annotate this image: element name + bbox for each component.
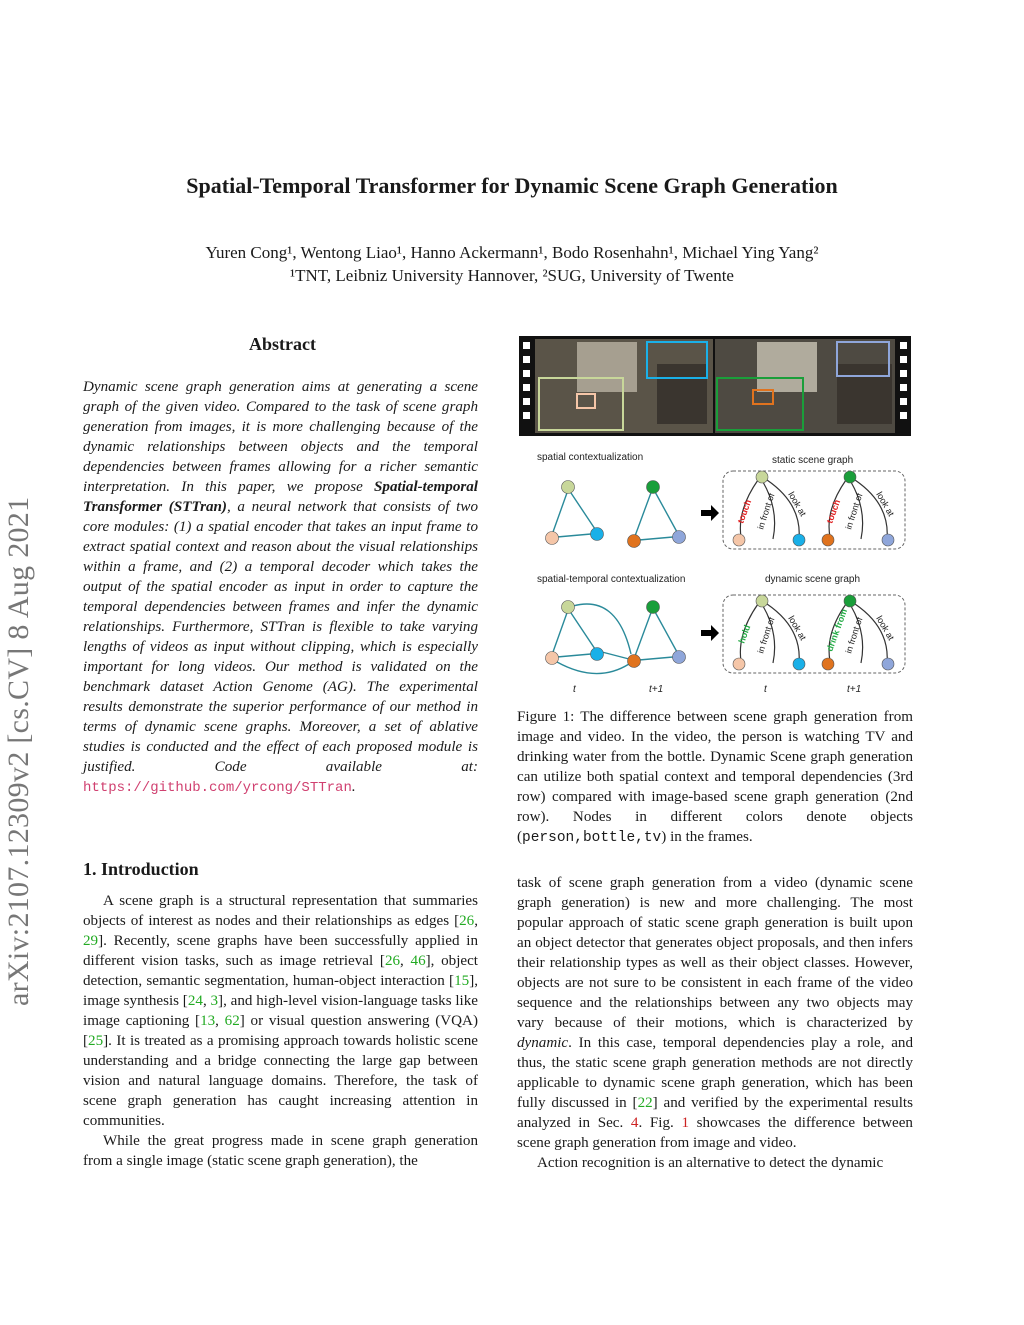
citation[interactable]: 3 (210, 993, 219, 1009)
svg-text:touch: touch (735, 498, 754, 525)
figure-1-graphic (517, 334, 913, 704)
citation[interactable]: 22 (637, 1095, 653, 1111)
spatial-graph (546, 481, 686, 548)
citation[interactable]: 62 (224, 1013, 240, 1029)
paper-title: Spatial-Temporal Transformer for Dynamic Scene Graph Generation (186, 173, 838, 198)
arrow-right-icon (701, 625, 719, 641)
section-ref[interactable]: 4 (630, 1115, 639, 1131)
svg-text:look at: look at (786, 614, 809, 642)
svg-text:in front of: in front of (843, 491, 865, 531)
arxiv-identifier: arXiv:2107.12309v2 [cs.CV] 8 Aug 2021 (2, 496, 35, 1006)
model-name: Spatial-temporal Transformer (STTran) (83, 479, 478, 515)
citation[interactable]: 26 (384, 953, 401, 969)
svg-text:in front of: in front of (755, 615, 777, 655)
svg-text:look at: look at (786, 490, 809, 518)
affiliations: ¹TNT, Leibniz University Hannover, ²SUG, University of Twente (290, 266, 734, 285)
svg-text:in front of: in front of (843, 615, 865, 655)
figure-ref[interactable]: 1 (681, 1115, 690, 1131)
static-scene-graph (723, 471, 905, 549)
arrow-right-icon (701, 505, 719, 521)
svg-text:look at: look at (874, 490, 897, 518)
code-link[interactable]: https://github.com/yrcong/STTran (83, 780, 352, 796)
figure-1-caption: Figure 1: The difference between scene graph generation from image and video. In the video, the person is watching TV and drinking water from the bottle. Dynamic Scene graph generation can utilize both spatial context and temporal dependencies (3rd row) compared with image-based scene graph generation (2nd row). Nodes in different colors denote objects (person,bottle,tv) in the frames. (517, 709, 913, 846)
citation[interactable]: 26 (459, 913, 475, 929)
spatiotemporal-graph (546, 601, 686, 674)
citation[interactable]: 24 (187, 993, 203, 1009)
citation[interactable]: 13 (200, 1013, 216, 1029)
citation[interactable]: 25 (88, 1033, 104, 1049)
figure-1 (517, 334, 913, 704)
svg-text:drink from: drink from (824, 607, 850, 653)
abstract-heading: Abstract (249, 334, 316, 354)
citation[interactable]: 29 (83, 933, 99, 949)
time-label: t (764, 684, 767, 695)
svg-text:in front of: in front of (755, 491, 777, 531)
label-static: static scene graph (772, 455, 854, 466)
svg-text:hold: hold (736, 623, 753, 645)
section-heading-introduction: 1. Introduction (83, 859, 199, 879)
author-block (0, 241, 1024, 287)
intro-paragraph-1: A scene graph is a structural representation that summaries objects of interest as nodes and their relationships as edges [26, 29]. Recently, scene graphs have been successfully applied in different vision tasks, such as image retrieval [26, 46], object detection, semantic segmentation, human-object interaction [15], image synthesis [24, 3], and high-level vision-language tasks like image captioning [13, 62] or visual question answering (VQA) [25]. It is treated as a promising approach towards holistic scene understanding and a bridge connecting the large gap between vision and natural language domains. Therefore, the task of scene graph generation has caught increasing attention in communities. (83, 893, 478, 1129)
label-dynamic: dynamic scene graph (765, 574, 861, 585)
right-column-text (517, 873, 913, 1173)
introduction-text (83, 891, 478, 1171)
author-list: Yuren Cong¹, Wentong Liao¹, Hanno Ackermann¹, Bodo Rosenhahn¹, Michael Ying Yang² (205, 243, 819, 262)
abstract-text: Dynamic scene graph generation aims at generating a scene graph of the given video. Compared to the task of scene graph generation from images, it is more challenging because of the dynamic relationships between objects and the temporal dependencies between frames allowing for a richer semantic interpretation. In this paper, we propose Spatial-temporal Transformer (STTran), a neural network that consists of two core modules: (1) a spatial encoder that takes an input frame to extract spatial context and reason about the visual relationships within a frame, and (2) a temporal decoder which takes the output of the spatial encoder as input in order to capture the temporal dependencies between frames and infer the dynamic relationships. Furthermore, STTran is flexible to take varying lengths of videos as input without clipping, which is especially important for long videos. Our method is validated on the benchmark dataset Action Genome (AG). The experimental results demonstrate the superior performance of our method in terms of dynamic scene graphs. Moreover, a set of ablative studies is conducted and the effect of each proposed module is justified. Code available at: https://github.com/yrcong/STTran. (83, 379, 478, 796)
time-label: t+1 (649, 684, 664, 695)
right-paragraph-1: task of scene graph generation from a video (dynamic scene graph generation) is new and more challenging. The most popular approach of static scene graph generation is built upon an object detector that generates object proposals, and then infers their relationship types as well as their object classes. However, objects are not sure to be consistent in each frame of the video sequence and the relationships between any two objects may vary because of their motions, which is characterized by dynamic. In this case, temporal dependencies play a role, and thus, the static scene graph generation methods are not directly applicable to dynamic scene graph generation, which has been fully discussed in [22] and verified by the experimental results analyzed in Sec. 4. Fig. 1 showcases the difference between scene graph generation from image and video. (517, 875, 913, 1151)
intro-paragraph-2: While the great progress made in scene graph generation from a single image (static scene graph generation), the (83, 1133, 478, 1169)
label-spatial: spatial contextualization (537, 452, 644, 463)
citation[interactable]: 15 (454, 973, 470, 989)
citation[interactable]: 46 (410, 953, 426, 969)
right-paragraph-2: Action recognition is an alternative to detect the dynamic (537, 1155, 884, 1171)
time-label: t+1 (847, 684, 862, 695)
video-frames (519, 336, 911, 436)
svg-text:touch: touch (824, 498, 843, 525)
dynamic-scene-graph (723, 595, 905, 673)
svg-text:look at: look at (874, 614, 897, 642)
label-spatiotemporal: spatial-temporal contextualization (537, 574, 686, 585)
time-label: t (573, 684, 576, 695)
